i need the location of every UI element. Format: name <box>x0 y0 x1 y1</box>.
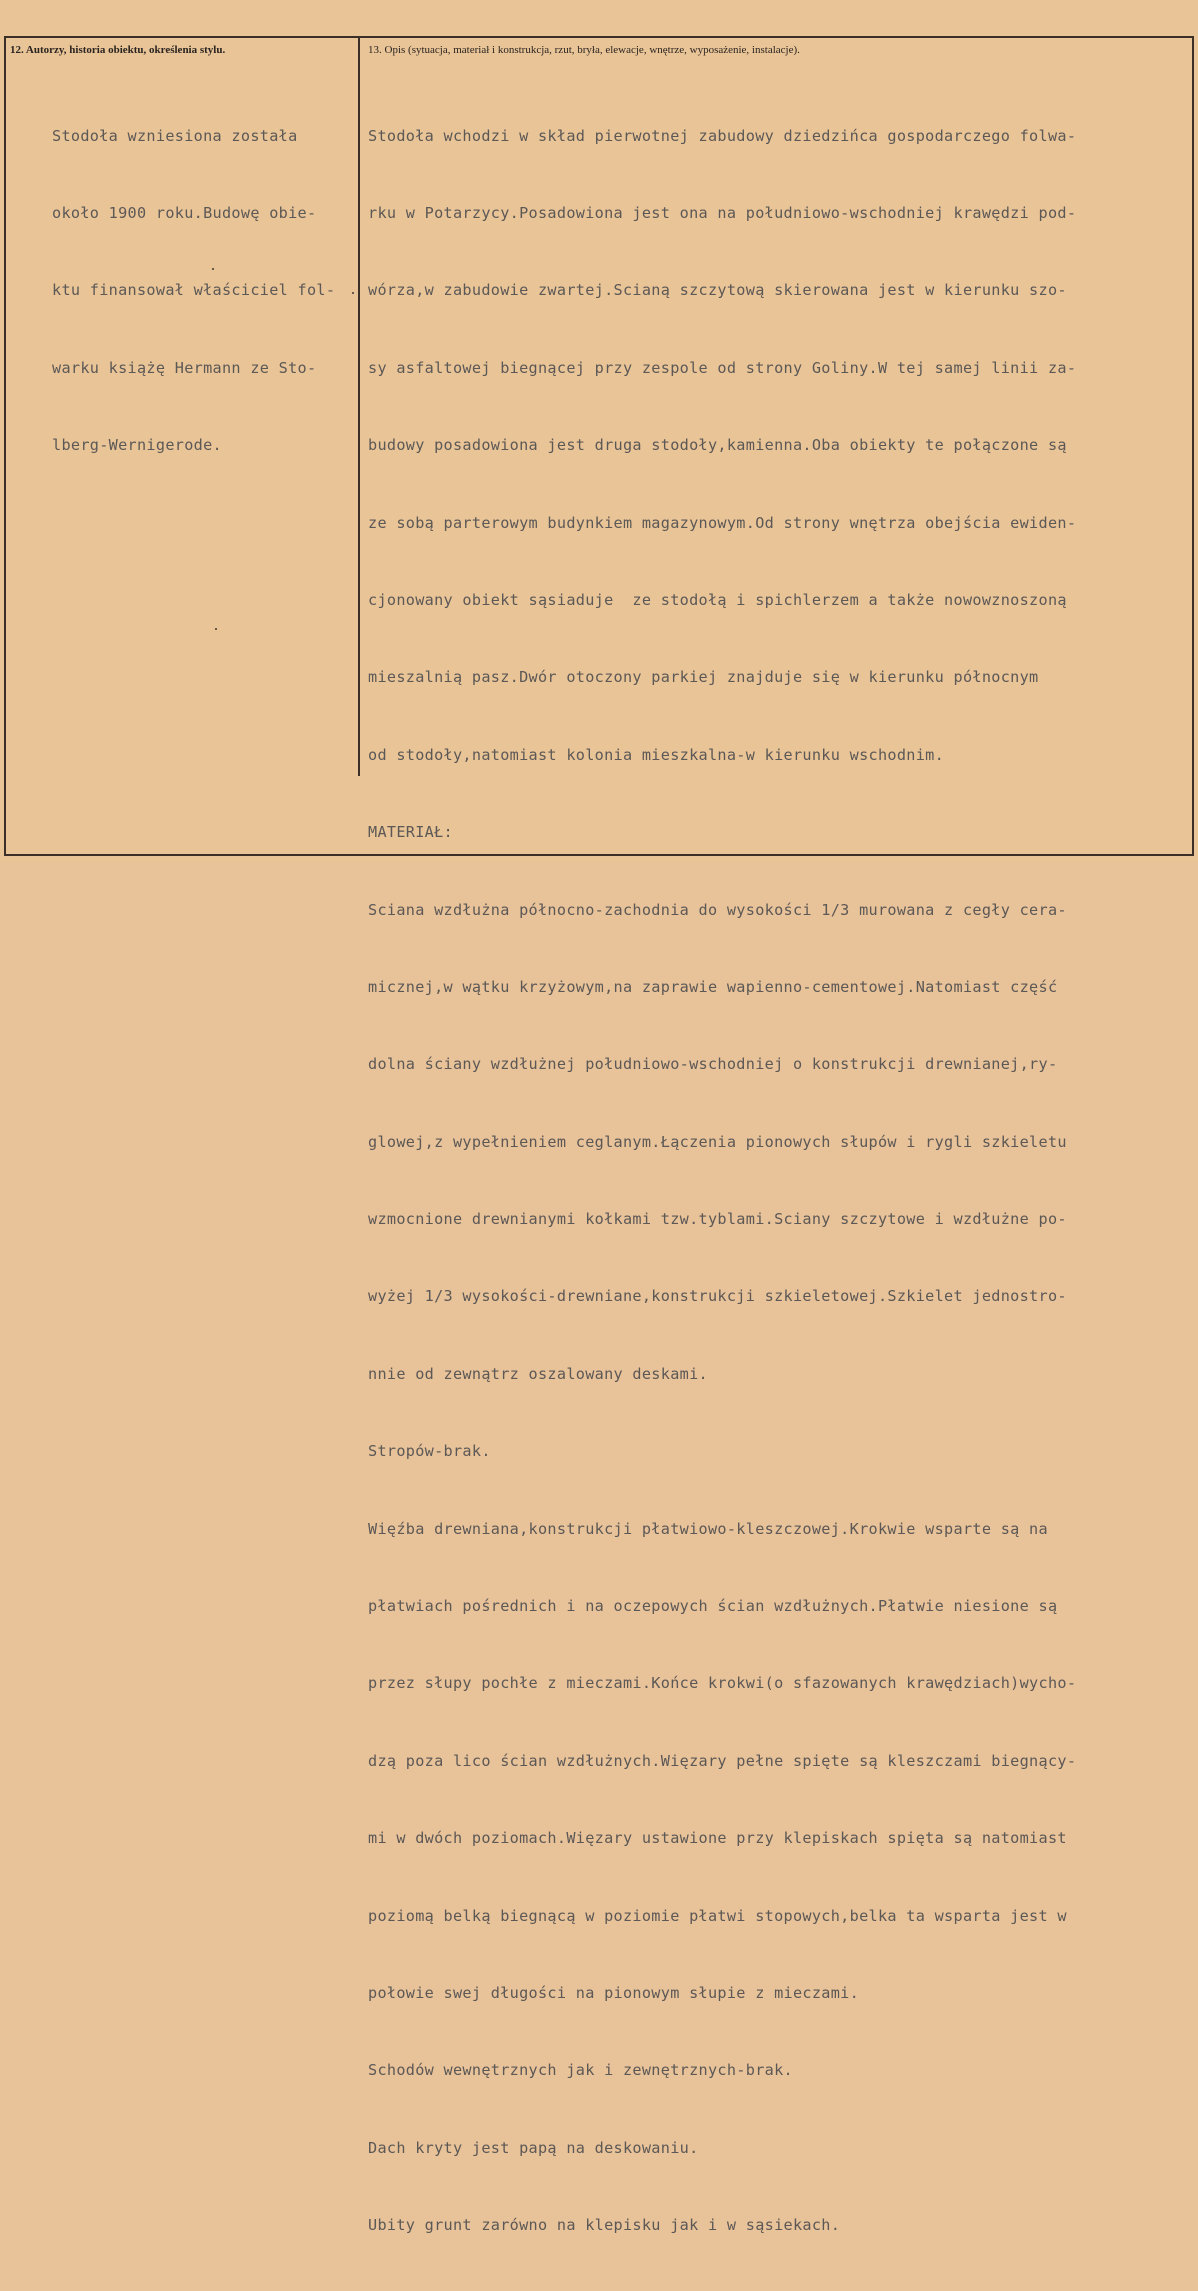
text-line: wórza,w zabudowie zwartej.Scianą szczytową skierowana jest w kierunku szo- <box>368 281 1067 300</box>
text-line: Więźba drewniana,konstrukcji płatwiowo-kleszczowej.Krokwie wsparte są na <box>368 1519 1048 1538</box>
column-divider <box>358 36 360 776</box>
text-line: Dach kryty jest papą na deskowaniu. <box>368 2138 699 2157</box>
text-line: sy asfaltowej biegnącej przy zespole od strony Goliny.W tej samej linii za- <box>368 358 1077 377</box>
section-13-heading <box>368 44 800 56</box>
text-line: płatwiach pośrednich i na oczepowych ścian wzdłużnych.Płatwie niesione są <box>368 1597 1058 1616</box>
text-line: Schodów wewnętrznych jak i zewnętrznych-brak. <box>368 2061 793 2080</box>
text-line: poziomą belką biegnącą w poziomie płatwi stopowych,belka ta wsparta jest w <box>368 1906 1067 1925</box>
text-line: MATERIAŁ: <box>368 823 453 842</box>
text-line: budowy posadowiona jest druga stodoły,kamienna.Oba obiekty te połączone są <box>368 436 1067 455</box>
text-line: Ubity grunt zarówno na klepisku jak i w sąsiekach. <box>368 2216 841 2235</box>
text-line: Stodoła wzniesiona została <box>52 126 298 145</box>
top-border <box>4 36 1194 38</box>
text-line: warku książę Hermann ze Sto- <box>52 358 317 377</box>
text-line: Sciana wzdłużna północno-zachodnia do wysokości 1/3 murowana z cegły cera- <box>368 900 1067 919</box>
paper-speck <box>212 268 214 270</box>
section-12-heading: 12. Autorzy, historia obiektu, określenia stylu. <box>10 44 226 56</box>
text-line: ktu finansował właściciel fol- <box>52 281 336 300</box>
text-line: przez słupy pochłe z mieczami.Końce krokwi(o sfazowanych krawędziach)wycho- <box>368 1674 1077 1693</box>
text-line: połowie swej długości na pionowym słupie z mieczami. <box>368 1983 860 2002</box>
section-12-text <box>52 72 335 511</box>
text-line: dolna ściany wzdłużnej południowo-wschodniej o konstrukcji drewnianej,ry- <box>368 1055 1058 1074</box>
text-line: glowej,z wypełnieniem ceglanym.Łączenia pionowych słupów i rygli szkieletu <box>368 1132 1067 1151</box>
paper-speck <box>215 628 217 630</box>
section-13-heading-rest: (sytuacja, materiał i konstrukcja, rzut, bryła, elewacje, wnętrze, wyposażenie, instalacje). <box>405 44 800 56</box>
text-line: wyżej 1/3 wysokości-drewniane,konstrukcji szkieletowej.Szkielet jednostro- <box>368 1287 1067 1306</box>
right-border <box>1192 36 1194 856</box>
text-line: dzą poza lico ścian wzdłużnych.Więzary pełne spięte są kleszczami biegnący- <box>368 1751 1077 1770</box>
text-line: mieszalnią pasz.Dwór otoczony parkiej znajduje się w kierunku północnym <box>368 668 1039 687</box>
text-line: około 1900 roku.Budowę obie- <box>52 203 317 222</box>
text-line: cjonowany obiekt sąsiaduje ze stodołą i spichlerzem a także nowowznoszoną <box>368 590 1067 609</box>
text-line: Stropów-brak. <box>368 1442 491 1461</box>
text-line: ze sobą parterowym budynkiem magazynowym.Od strony wnętrza obejścia ewiden- <box>368 513 1077 532</box>
left-border <box>4 36 6 856</box>
text-line: micznej,w wątku krzyżowym,na zaprawie wapienno-cementowej.Natomiast część <box>368 977 1058 996</box>
text-line: rku w Potarzycy.Posadowiona jest ona na południowo-wschodniej krawędzi pod- <box>368 203 1077 222</box>
text-line: Stodoła wchodzi w skład pierwotnej zabudowy dziedzińca gospodarczego folwa- <box>368 126 1077 145</box>
text-line: mi w dwóch poziomach.Więzary ustawione przy klepiskach spięta są natomiast <box>368 1829 1067 1848</box>
section-13-text <box>368 72 1076 2291</box>
section-13-heading-number: 13. Opis <box>368 44 406 56</box>
paper-speck <box>352 292 354 294</box>
text-line: nnie od zewnątrz oszalowany deskami. <box>368 1364 708 1383</box>
text-line: wzmocnione drewnianymi kołkami tzw.tyblami.Sciany szczytowe i wzdłużne po- <box>368 1210 1067 1229</box>
text-line: od stodoły,natomiast kolonia mieszkalna-w kierunku wschodnim. <box>368 745 945 764</box>
text-line: lberg-Wernigerode. <box>52 436 222 455</box>
